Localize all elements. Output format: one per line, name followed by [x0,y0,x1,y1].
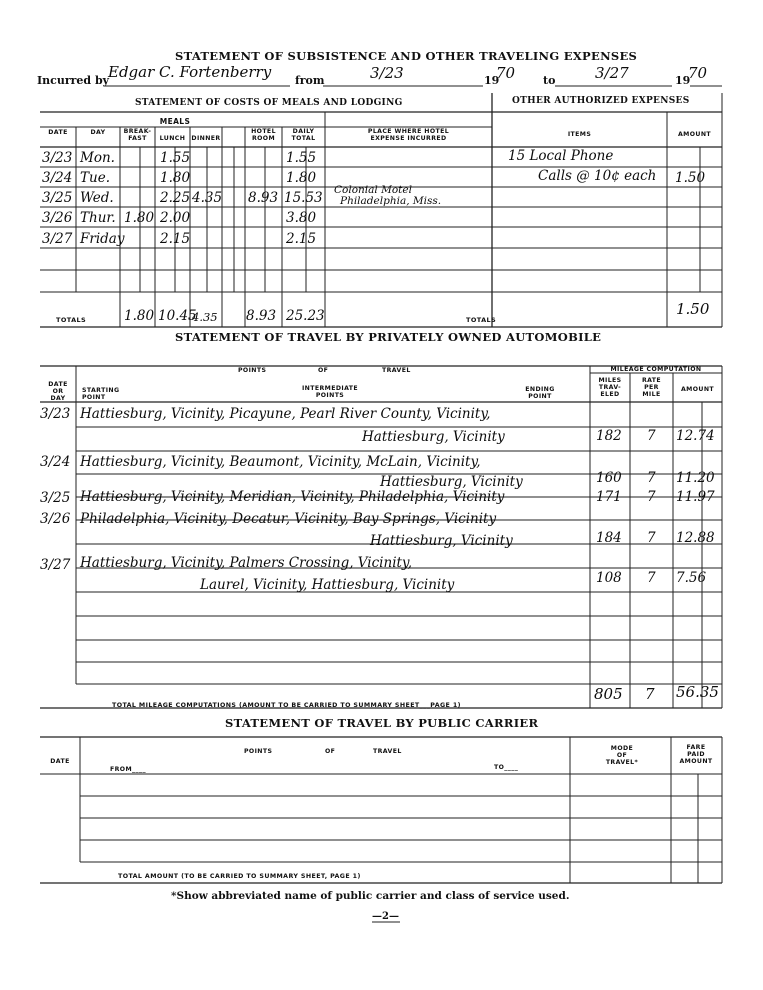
items-header: ITEMS [567,131,592,138]
total-breakfast: 1.80 [124,308,155,324]
daily-header-line1: DAILY [292,128,315,135]
from-year-prefix: 19 [484,74,500,87]
auto-rate: 7 [647,428,656,444]
starting-point-header [82,387,119,401]
carrier-travel-header: TRAVEL [373,748,402,755]
expense-item: 15 Local Phone [508,148,614,164]
auto-amount: 7.56 [676,570,707,586]
mode-line1: MODE [610,745,634,752]
expense-item: Calls @ 10¢ each [538,168,657,184]
meal-date: 3/24 [42,170,73,186]
mode-line2: OF [616,752,628,759]
auto-route-line1: Hattiesburg, Vicinity, Meridian, Vicinity, Philadelphia, Vicinity [80,489,505,505]
to-date: 3/27 [595,64,629,82]
meal-daily: 3.80 [286,210,317,226]
place-header-line1: PLACE WHERE HOTEL [367,128,450,135]
auto-date-line3: DAY [50,395,66,402]
total-lunch: 10.45 [158,308,197,324]
ending-point-header [520,386,560,400]
auto-miles: 108 [596,570,622,586]
fare-paid-header [672,744,720,765]
carrier-from-header: FROM____ [110,766,146,773]
auto-route-line1: Hattiesburg, Vicinity, Palmers Crossing, Vicinity, [80,555,413,571]
auto-travel-header: TRAVEL [382,367,411,374]
carrier-total-label: TOTAL AMOUNT (TO BE CARRIED TO SUMMARY SHEET, PAGE 1) [118,873,361,880]
total-miles: 805 [594,685,623,703]
incurred-by-label: Incurred by [37,74,110,87]
place-header-line2: EXPENSE INCURRED [370,135,447,142]
amount-header: AMOUNT [677,131,712,138]
auto-route-line2: Hattiesburg, Vicinity [380,474,523,490]
intermediate-header [290,385,370,399]
daily-total-header [282,128,325,142]
auto-rate: 7 [647,470,656,486]
meal-place-line2: Philadelphia, Miss. [340,195,442,207]
miles-line2: TRAV- [598,384,622,391]
meal-daily: 15.53 [284,190,323,206]
expense-amount: 1.50 [675,170,706,186]
breakfast-header [120,128,155,142]
auto-of-header: OF [318,367,329,374]
dinner-header: DINNER [191,135,221,142]
meal-lunch: 1.80 [160,170,191,186]
to-year: 70 [688,64,708,82]
miles-header [590,377,630,398]
meal-daily: 1.80 [286,170,317,186]
lunch-header: LUNCH [159,135,186,142]
meal-lunch: 2.15 [160,231,191,247]
hotel-header-line2: ROOM [251,135,276,142]
auto-route-line1: Hattiesburg, Vicinity, Picayune, Pearl River County, Vicinity, [80,406,491,422]
other-total: 1.50 [676,300,710,318]
auto-amount: 11.20 [676,470,715,486]
mode-of-travel-header [600,745,644,766]
auto-miles: 182 [596,428,622,444]
page-number: —2— [372,911,399,922]
meal-date: 3/26 [42,210,73,226]
day-header: DAY [90,129,106,136]
breakfast-header-line2: FAST [128,135,147,142]
total-dinner: 4.35 [192,310,218,324]
mileage-total-label: TOTAL MILEAGE COMPUTATIONS (AMOUNT TO BE CARRIED TO SUMMARY SHEET___PAGE 1) [112,702,461,709]
other-expenses-title: OTHER AUTHORIZED EXPENSES [512,96,690,106]
page-title: STATEMENT OF SUBSISTENCE AND OTHER TRAVELING EXPENSES [175,49,638,63]
auto-rate: 7 [647,489,656,505]
intermediate-line2: POINTS [315,392,345,399]
meal-date: 3/27 [42,231,73,247]
starting-line1: STARTING [82,387,120,394]
auto-route-line2: Hattiesburg, Vicinity [370,533,513,549]
auto-route-line1: Hattiesburg, Vicinity, Beaumont, Vicinity, McLain, Vicinity, [80,454,481,470]
carrier-section-title: STATEMENT OF TRAVEL BY PUBLIC CARRIER [225,716,539,730]
auto-date: 3/23 [40,406,71,422]
total-hotel: 8.93 [246,308,277,324]
auto-rate: 7 [647,530,656,546]
meals-totals-label: TOTALS [56,316,87,324]
meal-daily: 2.15 [286,231,317,247]
auto-points-header: POINTS [238,367,267,374]
meal-day: Mon. [80,150,115,166]
meal-day: Tue. [80,170,110,186]
miles-line1: MILES [598,377,622,384]
from-label: from [295,74,325,87]
meal-lunch: 2.25 [160,190,191,206]
meal-dinner: 4.35 [192,190,223,206]
daily-header-line2: TOTAL [291,135,316,142]
to-label: to [543,74,556,87]
auto-date-line1: DATE [48,381,68,388]
meals-header: MEALS [159,117,191,126]
meal-date: 3/25 [42,190,73,206]
auto-amount: 11.97 [676,489,715,505]
meal-breakfast: 1.80 [124,210,155,226]
meal-place-line1: Colonial Motel [334,184,412,196]
total-rate: 7 [645,685,655,703]
auto-route-line2: Hattiesburg, Vicinity [362,429,505,445]
meal-day: Friday [80,231,125,247]
breakfast-header-line1: BREAK- [123,128,152,135]
total-mileage-amount: 56.35 [676,683,719,701]
carrier-to-header: TO____ [494,764,519,771]
from-date: 3/23 [370,64,404,82]
carrier-points-header: POINTS [244,748,273,755]
other-totals-label: TOTALS [466,316,497,324]
auto-miles: 171 [596,489,622,505]
rate-line1: RATE [641,377,662,384]
place-header [325,128,492,142]
meal-day: Thur. [80,210,116,226]
auto-amount-header: AMOUNT [680,386,715,393]
auto-date: 3/25 [40,490,71,506]
fare-line1: FARE [686,744,706,751]
rate-line3: MILE [642,391,661,398]
from-year: 70 [496,64,516,82]
meal-hotel: 8.93 [248,190,279,206]
meal-date: 3/23 [42,150,73,166]
meal-lunch: 2.00 [160,210,191,226]
auto-section-title: STATEMENT OF TRAVEL BY PRIVATELY OWNED AUTOMOBILE [175,330,602,344]
fare-line3: AMOUNT [679,758,713,765]
date-header: DATE [48,129,68,136]
hotel-header-line1: HOTEL [251,128,276,135]
rate-header [630,377,673,398]
auto-route-line1: Philadelphia, Vicinity, Decatur, Vicinity, Bay Springs, Vicinity [80,511,497,527]
meals-section-title: STATEMENT OF COSTS OF MEALS AND LODGING [135,98,403,108]
auto-date-header [40,381,76,402]
auto-miles: 160 [596,470,622,486]
mileage-header: MILEAGE COMPUTATION [610,366,702,373]
auto-date: 3/27 [40,557,71,573]
carrier-date-header: DATE [50,758,70,765]
auto-date: 3/26 [40,511,71,527]
meal-day: Wed. [80,190,114,206]
rate-line2: PER [644,384,659,391]
intermediate-line1: INTERMEDIATE [301,385,359,392]
hotel-header [245,128,282,142]
traveler-name: Edgar C. Fortenberry [108,63,272,81]
auto-amount: 12.74 [676,428,715,444]
fare-line2: PAID [687,751,705,758]
auto-miles: 184 [596,530,622,546]
auto-rate: 7 [647,570,656,586]
to-year-prefix: 19 [675,74,691,87]
mode-line3: TRAVEL* [605,759,639,766]
starting-line2: POINT [82,394,106,401]
auto-amount: 12.88 [676,530,715,546]
meal-daily: 1.55 [286,150,317,166]
auto-route-line2: Laurel, Vicinity, Hattiesburg, Vicinity [200,577,455,593]
total-daily: 25.23 [286,308,325,324]
miles-line3: ELED [600,391,620,398]
auto-date-line2: OR [52,388,64,395]
meal-lunch: 1.55 [160,150,191,166]
ending-line1: ENDING [525,386,555,393]
footnote: *Show abbreviated name of public carrier and class of service used. [171,890,570,902]
auto-date: 3/24 [40,454,71,470]
carrier-of-header: OF [325,748,336,755]
ending-line2: POINT [528,393,552,400]
